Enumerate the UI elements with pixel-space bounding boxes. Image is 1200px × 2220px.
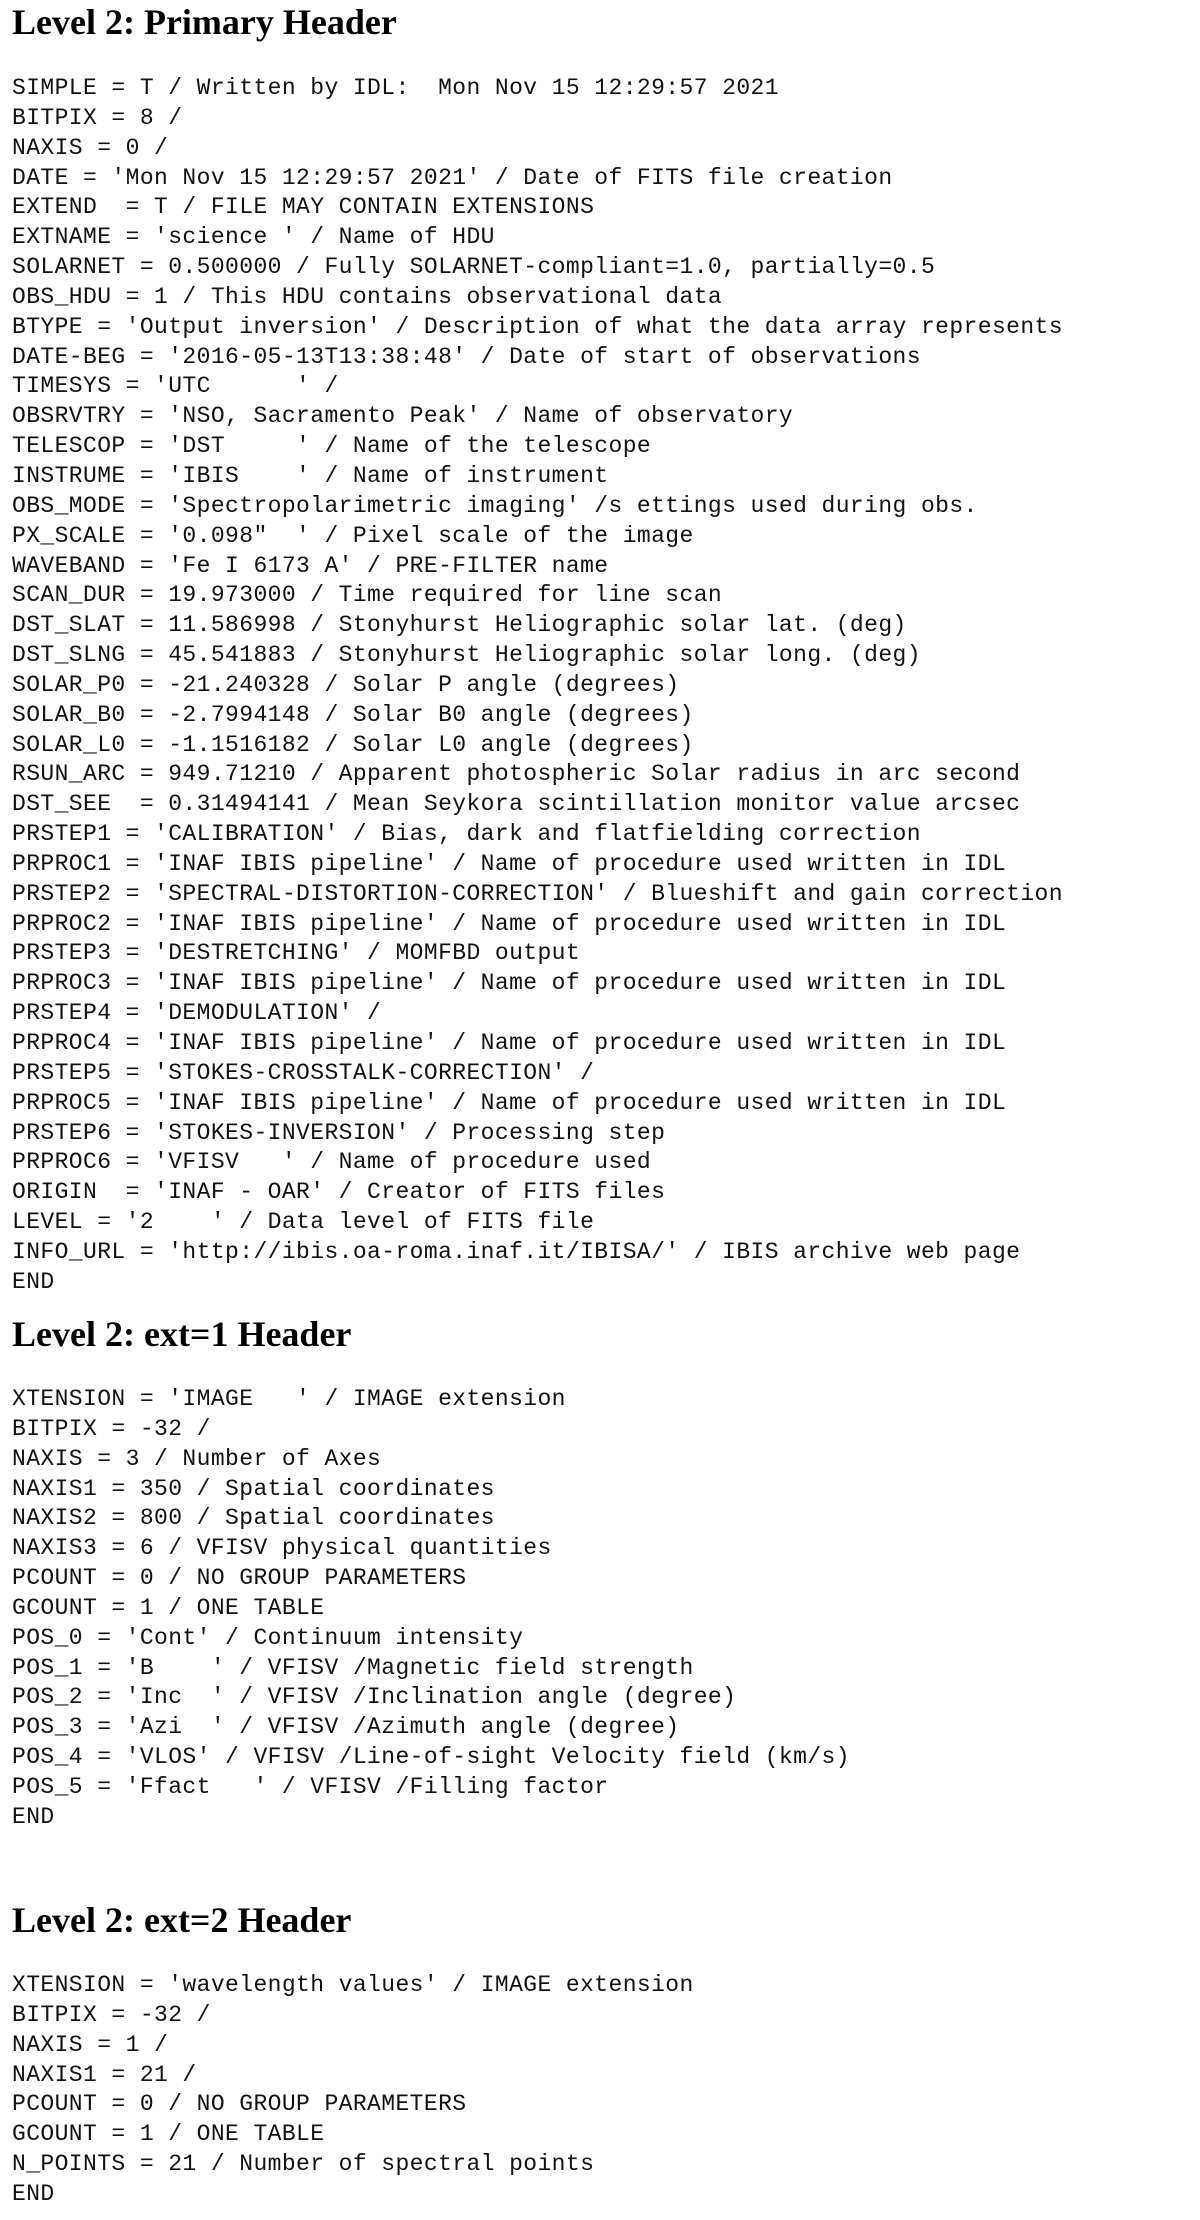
header-card-line: PRPROC2 = 'INAF IBIS pipeline' / Name of procedure used written in IDL [12,910,1007,937]
header-card-line: XTENSION = 'wavelength values' / IMAGE extension [12,1972,694,1998]
header-card-line: N_POINTS = 21 / Number of spectral points [12,2151,595,2178]
header-card-line: NAXIS2 = 800 / Spatial coordinates [12,1505,495,1532]
header-card-line: PRSTEP6 = 'STOKES-INVERSION' / Processing step [12,1119,666,1146]
header-card-line: PCOUNT = 0 / NO GROUP PARAMETERS [12,2091,467,2118]
header-card-line: POS_3 = 'Azi ' / VFISV /Azimuth angle (degree) [12,1714,680,1741]
header-card-line: DST_SEE = 0.31494141 / Mean Seykora scintillation monitor value arcsec [12,791,1021,818]
header-card-line: OBS_HDU = 1 / This HDU contains observational data [12,283,723,310]
header-card-line: NAXIS3 = 6 / VFISV physical quantities [12,1535,552,1562]
header-card-line: BITPIX = 8 / [12,104,183,131]
header-card-line: BITPIX = -32 / [12,1415,211,1442]
header-card-line: PRSTEP5 = 'STOKES-CROSSTALK-CORRECTION' / [12,1059,595,1086]
header-card-line: POS_1 = 'B ' / VFISV /Magnetic field strength [12,1654,694,1681]
header-card-line: END [12,1268,55,1295]
header-card-line: LEVEL = '2 ' / Data level of FITS file [12,1209,595,1236]
header-card-line: POS_4 = 'VLOS' / VFISV /Line-of-sight Velocity field (km/s) [12,1744,850,1771]
header-card-line: DATE = 'Mon Nov 15 12:29:57 2021' / Date of FITS file creation [12,164,893,191]
header-card-line: DATE-BEG = '2016-05-13T13:38:48' / Date of start of observations [12,343,921,370]
header-card-line: PRPROC3 = 'INAF IBIS pipeline' / Name of procedure used written in IDL [12,970,1007,997]
header-card-line: DST_SLNG = 45.541883 / Stonyhurst Heliographic solar long. (deg) [12,642,921,669]
header-card-line: POS_2 = 'Inc ' / VFISV /Inclination angle (degree) [12,1684,737,1711]
header-card-line: ORIGIN = 'INAF - OAR' / Creator of FITS files [12,1179,666,1206]
header-card-line: NAXIS = 0 / [12,134,169,161]
header-card-line: PRPROC1 = 'INAF IBIS pipeline' / Name of procedure used written in IDL [12,850,1007,877]
header-card-line: EXTNAME = 'science ' / Name of HDU [12,224,495,251]
header-card-line: SOLAR_L0 = -1.1516182 / Solar L0 angle (degrees) [12,731,694,758]
ext2-header-title: Level 2: ext=2 Header [12,1900,352,1940]
ext1-header-title: Level 2: ext=1 Header [12,1314,352,1354]
header-card-line: BTYPE = 'Output inversion' / Description of what the data array represents [12,313,1063,340]
ext1-header-cards [12,1385,850,1833]
header-card-line: PCOUNT = 0 / NO GROUP PARAMETERS [12,1565,467,1592]
header-card-line: SOLAR_P0 = -21.240328 / Solar P angle (degrees) [12,671,680,698]
header-card-line: DST_SLAT = 11.586998 / Stonyhurst Heliographic solar lat. (deg) [12,612,907,639]
header-card-line: POS_0 = 'Cont' / Continuum intensity [12,1624,524,1651]
header-card-line: OBS_MODE = 'Spectropolarimetric imaging' /s ettings used during obs. [12,492,978,519]
header-card-line: NAXIS1 = 21 / [12,2061,197,2088]
header-card-line: NAXIS1 = 350 / Spatial coordinates [12,1475,495,1502]
header-card-line: NAXIS = 3 / Number of Axes [12,1445,382,1472]
primary-header-cards [12,74,1063,1298]
header-card-line: SCAN_DUR = 19.973000 / Time required for line scan [12,582,723,609]
header-card-line: XTENSION = 'IMAGE ' / IMAGE extension [12,1386,566,1412]
header-card-line: WAVEBAND = 'Fe I 6173 A' / PRE-FILTER name [12,552,609,579]
header-card-line: GCOUNT = 1 / ONE TABLE [12,2121,325,2148]
header-card-line: INFO_URL = 'http://ibis.oa-roma.inaf.it/IBISA/' / IBIS archive web page [12,1238,1021,1265]
header-card-line: PRSTEP2 = 'SPECTRAL-DISTORTION-CORRECTION' / Blueshift and gain correction [12,880,1063,907]
header-card-line: EXTEND = T / FILE MAY CONTAIN EXTENSIONS [12,194,595,221]
header-card-line: PRPROC6 = 'VFISV ' / Name of procedure used [12,1149,652,1176]
header-card-line: PRSTEP4 = 'DEMODULATION' / [12,1000,382,1027]
header-card-line: SOLAR_B0 = -2.7994148 / Solar B0 angle (degrees) [12,701,694,728]
header-card-line: SOLARNET = 0.500000 / Fully SOLARNET-compliant=1.0, partially=0.5 [12,254,936,281]
header-card-line: NAXIS = 1 / [12,2031,169,2058]
header-card-line: GCOUNT = 1 / ONE TABLE [12,1594,325,1621]
header-card-line: RSUN_ARC = 949.71210 / Apparent photospheric Solar radius in arc second [12,761,1021,788]
header-card-line: OBSRVTRY = 'NSO, Sacramento Peak' / Name of observatory [12,403,794,430]
primary-header-title: Level 2: Primary Header [12,2,397,42]
header-card-line: PRSTEP1 = 'CALIBRATION' / Bias, dark and flatfielding correction [12,821,921,848]
header-card-line: END [12,1803,55,1830]
ext2-header-cards [12,1971,694,2210]
header-card-line: END [12,2180,55,2207]
header-card-line: PRPROC5 = 'INAF IBIS pipeline' / Name of procedure used written in IDL [12,1089,1007,1116]
header-card-line: PX_SCALE = '0.098" ' / Pixel scale of the image [12,522,694,549]
header-card-line: PRPROC4 = 'INAF IBIS pipeline' / Name of procedure used written in IDL [12,1030,1007,1056]
header-card-line: TIMESYS = 'UTC ' / [12,373,339,400]
header-card-line: SIMPLE = T / Written by IDL: Mon Nov 15 12:29:57 2021 [12,75,779,101]
header-card-line: POS_5 = 'Ffact ' / VFISV /Filling factor [12,1773,609,1800]
header-card-line: INSTRUME = 'IBIS ' / Name of instrument [12,462,609,489]
header-card-line: BITPIX = -32 / [12,2001,211,2028]
header-card-line: TELESCOP = 'DST ' / Name of the telescope [12,433,652,460]
header-card-line: PRSTEP3 = 'DESTRETCHING' / MOMFBD output [12,940,581,967]
